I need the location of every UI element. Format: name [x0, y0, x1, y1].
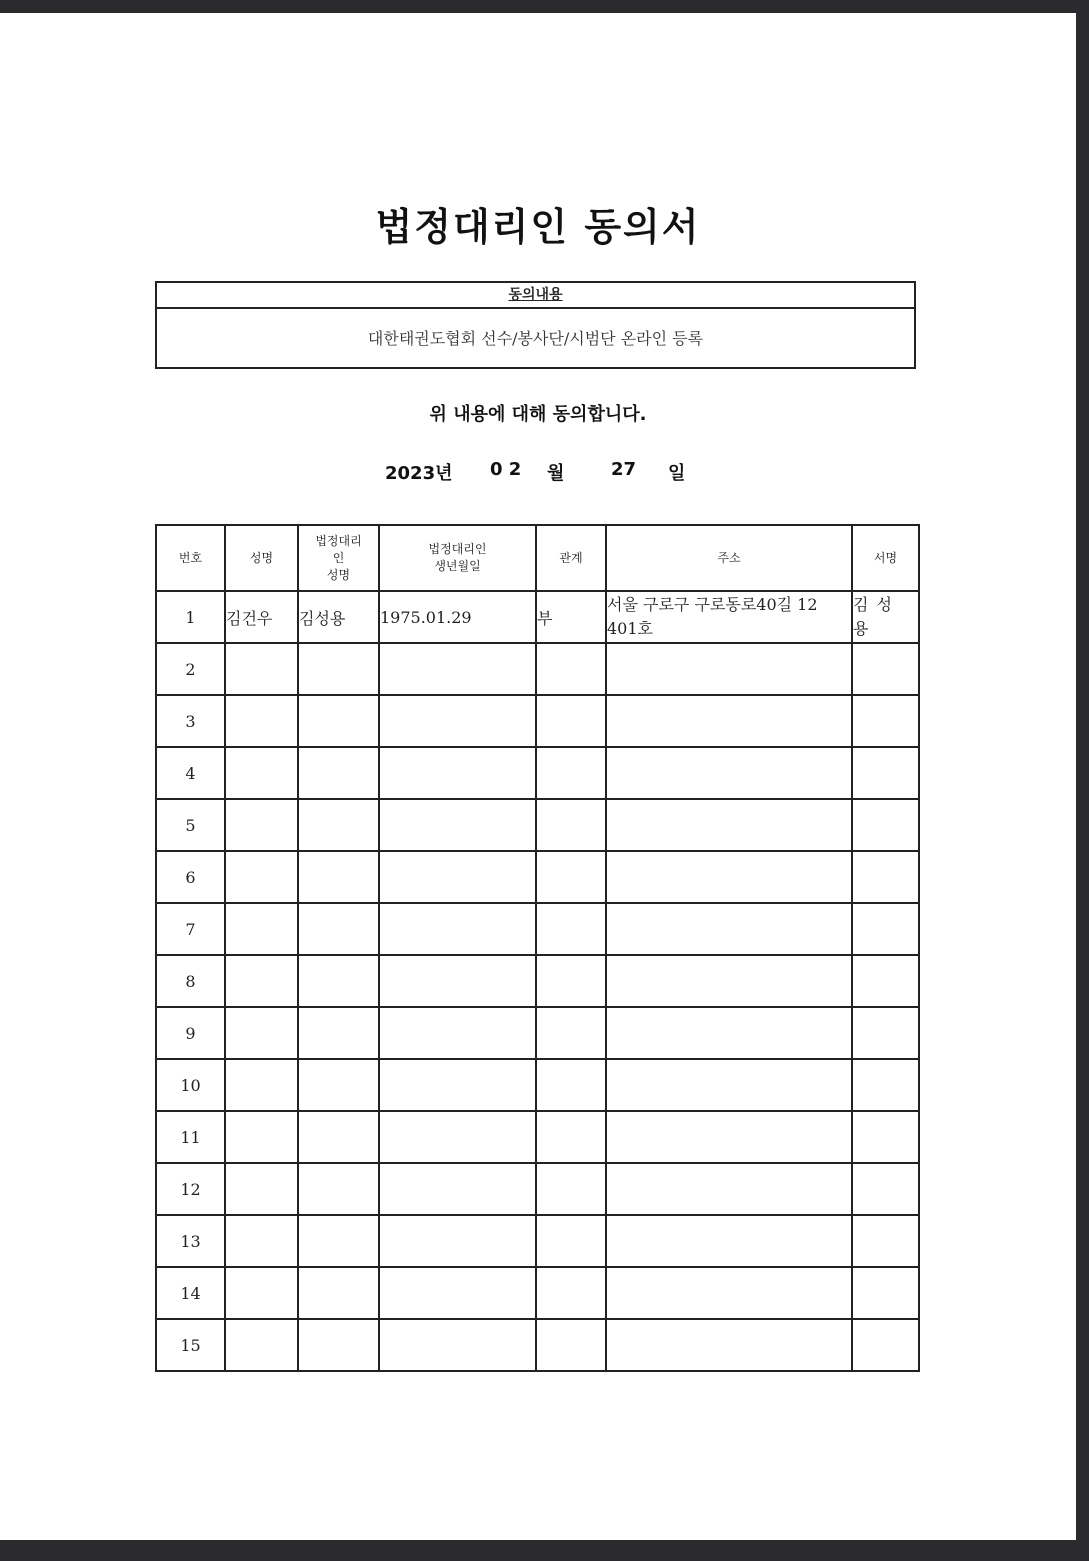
cell-relation: [536, 1267, 606, 1319]
date-day: 27: [611, 459, 637, 480]
table-row: [156, 1267, 919, 1319]
cell-name: [225, 799, 298, 851]
cell-number: 12: [156, 1163, 225, 1215]
header-guardian-name-line1: 법정대리: [315, 533, 362, 548]
header-address: 주소: [606, 525, 852, 591]
document-page: [0, 13, 1076, 1540]
date-day-unit: 일: [668, 463, 686, 484]
cell-relation: [536, 1163, 606, 1215]
cell-signature: [852, 1007, 919, 1059]
cell-signature: [852, 903, 919, 955]
cell-signature: [852, 1319, 919, 1371]
cell-address: [606, 1007, 852, 1059]
cell-signature: [852, 695, 919, 747]
cell-name: [225, 851, 298, 903]
table-row: [156, 747, 919, 799]
table-row: [156, 1059, 919, 1111]
header-name: 성명: [225, 525, 298, 591]
cell-number: 3: [156, 695, 225, 747]
cell-address: [606, 799, 852, 851]
cell-guardian-name: [298, 851, 379, 903]
cell-guardian-name: [298, 1267, 379, 1319]
cell-relation: [536, 955, 606, 1007]
cell-relation: 부: [536, 591, 606, 643]
cell-number: 10: [156, 1059, 225, 1111]
cell-number: 13: [156, 1215, 225, 1267]
table-row: [156, 1007, 919, 1059]
cell-name: [225, 1111, 298, 1163]
cell-guardian-birth: [379, 903, 536, 955]
cell-signature: [852, 1059, 919, 1111]
cell-guardian-birth: [379, 851, 536, 903]
table-row: [156, 799, 919, 851]
cell-number: 14: [156, 1267, 225, 1319]
cell-address: [606, 747, 852, 799]
cell-relation: [536, 1111, 606, 1163]
cell-guardian-birth: [379, 1215, 536, 1267]
cell-number: 11: [156, 1111, 225, 1163]
table-row: [156, 1111, 919, 1163]
table-row: [156, 1319, 919, 1371]
cell-relation: [536, 1215, 606, 1267]
cell-number: 6: [156, 851, 225, 903]
cell-number: 5: [156, 799, 225, 851]
consent-text: 대한태권도협회 선수/봉사단/시범단 온라인 등록: [367, 329, 704, 348]
cell-address: [606, 851, 852, 903]
cell-guardian-name: [298, 799, 379, 851]
cell-address: [606, 643, 852, 695]
cell-signature: [852, 1267, 919, 1319]
cell-address: [606, 1215, 852, 1267]
cell-relation: [536, 747, 606, 799]
table-row: [156, 695, 919, 747]
cell-name: [225, 1215, 298, 1267]
cell-address: [606, 955, 852, 1007]
cell-relation: [536, 643, 606, 695]
cell-relation: [536, 1059, 606, 1111]
cell-guardian-birth: [379, 695, 536, 747]
consent-header-label: 동의내용: [508, 287, 563, 303]
cell-signature: [852, 747, 919, 799]
agree-statement: 위 내용에 대해 동의합니다.: [429, 404, 647, 425]
table-row: [156, 851, 919, 903]
cell-guardian-birth: [379, 955, 536, 1007]
cell-relation: [536, 851, 606, 903]
cell-guardian-birth: [379, 799, 536, 851]
cell-guardian-birth: 1975.01.29: [379, 591, 536, 643]
table-header-row: [156, 525, 919, 591]
consent-box: [155, 281, 916, 369]
cell-signature: [852, 851, 919, 903]
cell-name: [225, 955, 298, 1007]
cell-name: 김건우: [225, 591, 298, 643]
cell-address: 서울 구로구 구로동로40길 12 401호: [606, 591, 852, 643]
cell-guardian-name: 김성용: [298, 591, 379, 643]
cell-relation: [536, 1007, 606, 1059]
cell-number: 2: [156, 643, 225, 695]
cell-address: [606, 903, 852, 955]
cell-signature: [852, 1215, 919, 1267]
cell-name: [225, 1163, 298, 1215]
consent-header: [157, 283, 914, 309]
cell-relation: [536, 1319, 606, 1371]
cell-name: [225, 747, 298, 799]
cell-name: [225, 1319, 298, 1371]
cell-number: 1: [156, 591, 225, 643]
cell-address: [606, 1267, 852, 1319]
cell-signature: [852, 799, 919, 851]
header-signature: 서명: [852, 525, 919, 591]
date-year: 2023년: [385, 463, 453, 484]
cell-signature: 김성용: [852, 591, 919, 643]
cell-address: [606, 1319, 852, 1371]
cell-signature: [852, 1111, 919, 1163]
cell-guardian-name: [298, 1007, 379, 1059]
cell-number: 15: [156, 1319, 225, 1371]
header-guardian-birth-line1: 법정대리인: [428, 542, 487, 556]
cell-guardian-name: [298, 955, 379, 1007]
cell-name: [225, 643, 298, 695]
cell-address: [606, 1111, 852, 1163]
table-row: [156, 643, 919, 695]
cell-address: [606, 1059, 852, 1111]
cell-guardian-birth: [379, 1267, 536, 1319]
cell-guardian-name: [298, 1215, 379, 1267]
cell-guardian-birth: [379, 1163, 536, 1215]
cell-guardian-name: [298, 643, 379, 695]
cell-guardian-name: [298, 1059, 379, 1111]
cell-number: 7: [156, 903, 225, 955]
cell-guardian-name: [298, 1319, 379, 1371]
header-guardian-birth-line2: 생년월일: [434, 559, 481, 573]
header-guardian-name: [298, 525, 379, 591]
cell-guardian-birth: [379, 643, 536, 695]
cell-number: 8: [156, 955, 225, 1007]
cell-name: [225, 1267, 298, 1319]
cell-number: 9: [156, 1007, 225, 1059]
table-row: [156, 1215, 919, 1267]
table-row: [156, 955, 919, 1007]
cell-address: [606, 695, 852, 747]
header-guardian-name-line3: 성명: [326, 567, 351, 582]
cell-address: [606, 1163, 852, 1215]
cell-relation: [536, 695, 606, 747]
cell-guardian-birth: [379, 1319, 536, 1371]
cell-guardian-birth: [379, 1059, 536, 1111]
table-body: [156, 591, 919, 1371]
cell-guardian-name: [298, 695, 379, 747]
header-relation: 관계: [536, 525, 606, 591]
table-row: [156, 591, 919, 643]
cell-signature: [852, 1163, 919, 1215]
table-row: [156, 1163, 919, 1215]
cell-name: [225, 903, 298, 955]
table-row: [156, 903, 919, 955]
date-month-unit: 월: [547, 463, 565, 484]
header-number: 번호: [156, 525, 225, 591]
cell-guardian-birth: [379, 747, 536, 799]
cell-guardian-birth: [379, 1007, 536, 1059]
header-guardian-birth: [379, 525, 536, 591]
cell-name: [225, 1007, 298, 1059]
cell-signature: [852, 955, 919, 1007]
cell-relation: [536, 903, 606, 955]
cell-name: [225, 1059, 298, 1111]
document-title: 법정대리인 동의서: [375, 204, 701, 249]
header-guardian-name-line2: 인: [332, 550, 345, 565]
cell-name: [225, 695, 298, 747]
cell-guardian-name: [298, 747, 379, 799]
cell-guardian-name: [298, 1163, 379, 1215]
date-month: 0 2: [490, 459, 522, 480]
cell-relation: [536, 799, 606, 851]
cell-guardian-birth: [379, 1111, 536, 1163]
cell-guardian-name: [298, 1111, 379, 1163]
cell-signature: [852, 643, 919, 695]
guardian-roster-table: [155, 524, 920, 1372]
cell-guardian-name: [298, 903, 379, 955]
cell-number: 4: [156, 747, 225, 799]
